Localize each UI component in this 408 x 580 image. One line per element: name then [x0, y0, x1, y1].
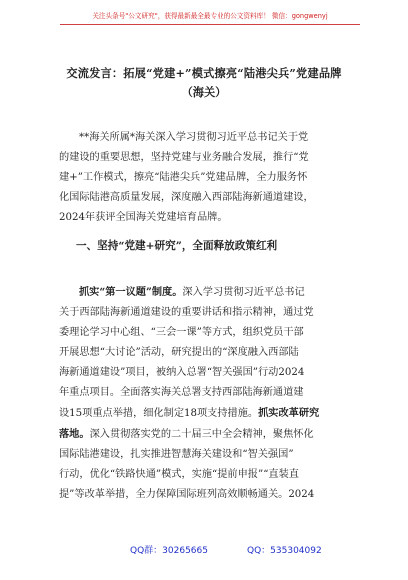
bold-lead: 抓实“第一议题”制度。: [79, 286, 183, 298]
intro-line: 2024年获评全国海关党建培育品牌。: [59, 212, 228, 223]
document-subtitle: （海关）: [181, 85, 227, 99]
intro-paragraph: [59, 128, 369, 228]
bold-subheading: 抓实改革研究: [258, 407, 320, 419]
intro-line: 的建设的重要思想，坚持党建与业务融合发展，推行“党: [59, 152, 309, 163]
paragraph-line: 年重点项目。全面落实海关总署支持西部陆海新通道建: [59, 387, 304, 398]
intro-line: **海关所属*海关深入学习贯彻习近平总书记关于党: [79, 132, 309, 143]
lead-text: 深入学习贯彻习近平总书记: [182, 287, 305, 298]
qq-contact-text: QQ：535304092: [247, 546, 322, 556]
paragraph-text: 深入贯彻落实党的二十届三中全会精神，聚焦怀化: [89, 429, 314, 440]
paragraph-line: [59, 403, 369, 424]
intro-line: 化国际陆港高质量发展，深度融入西部陆海新通道建设，: [59, 192, 314, 203]
section-1-paragraph: [59, 282, 369, 505]
paragraph-line: 关于西部陆海新通道建设的重要讲话和指示精神，通过党: [59, 307, 314, 318]
paragraph-line: [59, 282, 369, 303]
header-banner: 关注头条号"公文研究"，获得最新最全最专业的公文资料库！ 微信：gongwenyj: [60, 10, 360, 25]
paragraph-line: 委理论学习中心组、“三会一课”等方式，组织党员干部: [59, 327, 304, 338]
paragraph-line: 行动，优化“铁路快通”模式，实施“提前申报”“直装直: [59, 469, 299, 480]
paragraph-line: 开展思想“大讨论”活动，研究提出的“深度融入西部陆: [59, 347, 299, 358]
paragraph-line: 提”等改革举措，全力保障国际班列高效顺畅通关。2024: [59, 489, 315, 500]
paragraph-text: 设15项重点举措，细化制定18项支持措施。: [59, 408, 259, 419]
intro-line: 建+”工作模式，擦亮“陆港尖兵”党建品牌，全力服务怀: [59, 172, 308, 183]
section-heading-1: 一、坚持“党建+研究”，全面释放政策红利: [76, 240, 278, 252]
paragraph-line: 国际陆港建设，扎实推进智慧海关建设和“智关强国”: [59, 449, 294, 460]
qq-group-text: QQ群：30265665: [130, 546, 208, 556]
document-title: 交流发言：拓展“党建+”模式擦亮“陆港尖兵”党建品牌: [66, 66, 342, 80]
bold-subheading-end: 落地。: [59, 428, 90, 440]
paragraph-line: 海新通道建设”项目，被纳入总署“智关强国”行动2024: [59, 367, 305, 378]
paragraph-line: [59, 424, 369, 445]
